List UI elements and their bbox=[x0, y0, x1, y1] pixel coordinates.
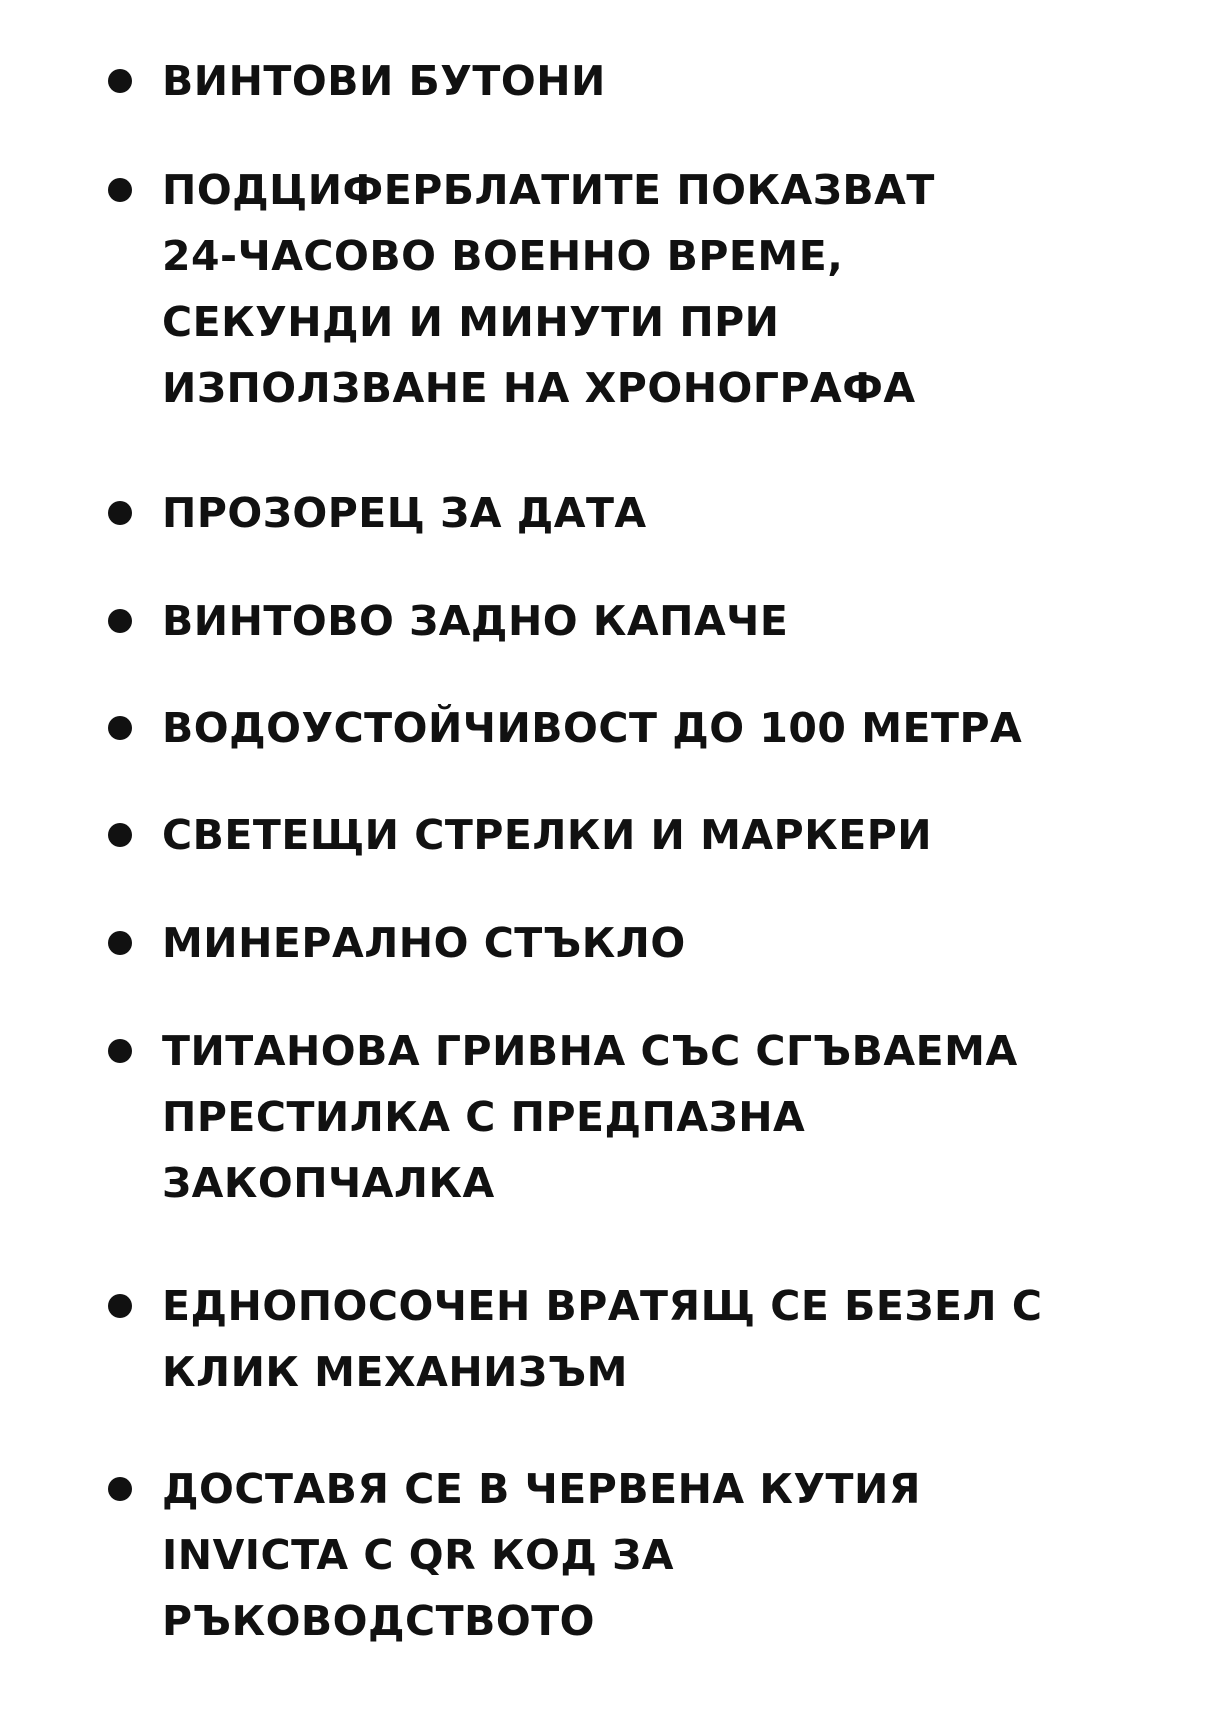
feature-text: МИНЕРАЛНО СТЪКЛО bbox=[162, 919, 686, 967]
bullet-icon bbox=[108, 716, 132, 740]
feature-text: ТИТАНОВА ГРИВНА СЪС СГЪВАЕМА ПРЕСТИЛКА С ПРЕДПАЗНА ЗАКОПЧАЛКА bbox=[162, 1027, 1018, 1207]
feature-text: ВИНТОВИ БУТОНИ bbox=[162, 57, 606, 105]
bullet-icon bbox=[108, 931, 132, 955]
feature-text: ЕДНОПОСОЧЕН ВРАТЯЩ СЕ БЕЗЕЛ С КЛИК МЕХАНИЗЪМ bbox=[162, 1282, 1043, 1396]
bullet-icon bbox=[108, 69, 132, 93]
feature-text: ПРОЗОРЕЦ ЗА ДАТА bbox=[162, 489, 647, 537]
bullet-icon bbox=[108, 1477, 132, 1501]
feature-text: ПОДЦИФЕРБЛАТИТЕ ПОКАЗВАТ 24-ЧАСОВО ВОЕННО ВРЕМЕ, СЕКУНДИ И МИНУТИ ПРИ ИЗПОЛЗВАНЕ НА ХРОНОГРАФА bbox=[162, 166, 935, 412]
bullet-icon bbox=[108, 178, 132, 202]
feature-text: ДОСТАВЯ СЕ В ЧЕРВЕНА КУТИЯ INVICTA С QR КОД ЗА РЪКОВОДСТВОТО bbox=[162, 1465, 921, 1645]
feature-text: ВИНТОВО ЗАДНО КАПАЧЕ bbox=[162, 597, 789, 645]
feature-text: СВЕТЕЩИ СТРЕЛКИ И МАРКЕРИ bbox=[162, 811, 933, 859]
bullet-icon bbox=[108, 1294, 132, 1318]
bullet-icon bbox=[108, 609, 132, 633]
bullet-icon bbox=[108, 501, 132, 525]
bullet-icon bbox=[108, 1039, 132, 1063]
bullet-icon bbox=[108, 823, 132, 847]
feature-text: ВОДОУСТОЙЧИВОСТ ДО 100 МЕТРА bbox=[162, 704, 1023, 752]
